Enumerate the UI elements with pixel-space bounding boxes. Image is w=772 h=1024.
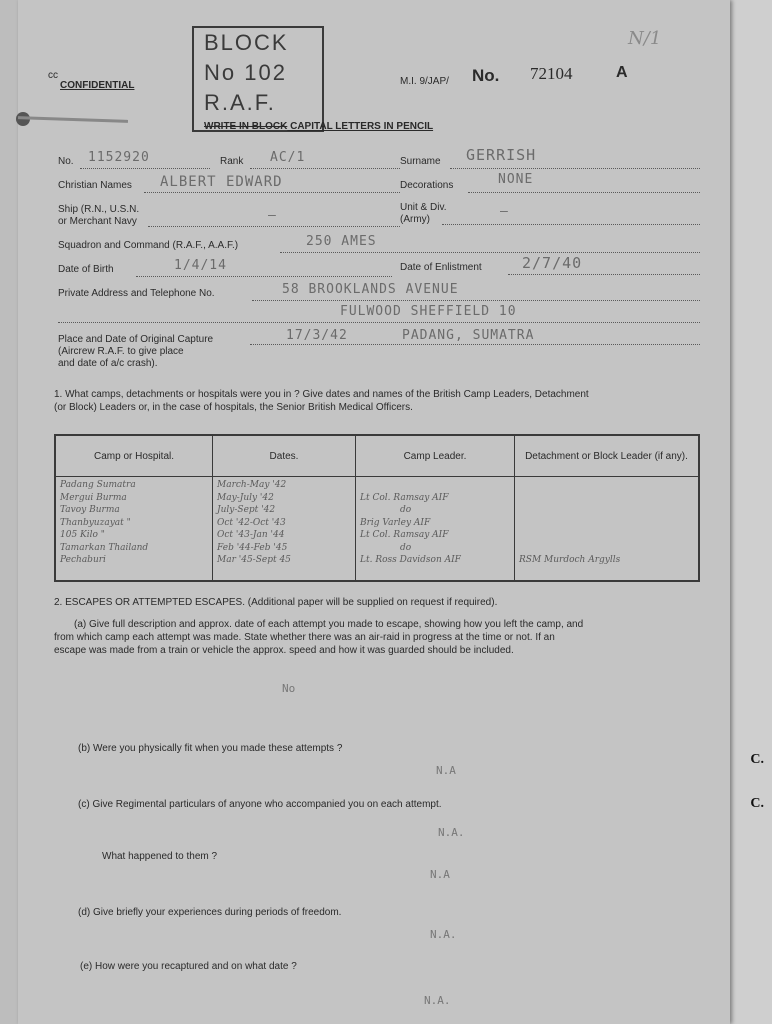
address-line1: 58 BROOKLANDS AVENUE <box>282 282 459 297</box>
enlistment-value: 2/7/40 <box>522 254 583 272</box>
detachment-entry <box>519 492 694 505</box>
q2b-answer: N.A <box>436 764 456 777</box>
capture-date: 17/3/42 <box>286 328 348 343</box>
form-page <box>18 0 730 1024</box>
decorations-value: NONE <box>498 172 534 187</box>
detachment-entry <box>519 479 694 492</box>
ship-value: — <box>268 208 277 223</box>
corner-note: N/1 <box>628 28 662 49</box>
q2e-answer: N.A. <box>424 994 451 1007</box>
stamp-line: No 102 <box>204 60 287 85</box>
camp-entry: Tamarkan Thailand <box>60 542 149 553</box>
camps-table <box>54 434 700 582</box>
q2a-text-2: from which camp each attempt was made. State whether there was an air-raid in progress at the time or not. If an <box>54 632 555 643</box>
edge-note: C. <box>750 796 764 811</box>
stamp-line: BLOCK <box>204 30 289 55</box>
confidential-label: CONFIDENTIAL <box>60 80 135 91</box>
unit-label-2: (Army) <box>400 214 430 225</box>
squadron-value: 250 AMES <box>306 234 377 249</box>
dob-value: 1/4/14 <box>174 258 227 273</box>
camp-entry: Pechaburi <box>60 555 106 565</box>
capture-label-3: and date of a/c crash). <box>58 358 158 369</box>
q2e-text: (e) How were you recaptured and on what date ? <box>80 961 297 972</box>
cc-mark: cc <box>48 70 58 81</box>
no-value: 1152920 <box>88 150 150 165</box>
q2d-text: (d) Give briefly your experiences during periods of freedom. <box>78 907 342 918</box>
address-label: Private Address and Telephone No. <box>58 288 215 299</box>
camp-entry: Padang Sumatra <box>60 480 136 490</box>
decorations-label: Decorations <box>400 180 454 191</box>
stamp-line: R.A.F. <box>204 90 276 115</box>
unit-label: Unit & Div. <box>400 202 447 213</box>
camp-entry: Tavoy Burma <box>60 505 120 515</box>
capture-label-2: (Aircrew R.A.F. to give place <box>58 346 184 357</box>
detachment-entry: RSM Murdoch Argylls <box>519 555 621 565</box>
detachment-entry <box>519 542 694 555</box>
dob-label: Date of Birth <box>58 264 114 275</box>
q2a-text-3: escape was made from a train or vehicle the approx. speed and how it was guarded should be included. <box>54 645 514 656</box>
camp-entry: Mergui Burma <box>60 492 127 503</box>
date-entry: Oct '42-Oct '43 <box>217 517 286 528</box>
address-line2: FULWOOD SHEFFIELD 10 <box>340 304 517 319</box>
camp-entry: Thanbyuzayat " <box>60 517 131 528</box>
leader-column <box>356 477 515 582</box>
block-stamp <box>192 26 324 132</box>
q2c2-answer: N.A <box>430 868 450 881</box>
christian-names-label: Christian Names <box>58 180 132 191</box>
leader-entry: Brig Varley AIF <box>360 517 431 528</box>
leader-entry <box>360 479 510 492</box>
q2-heading: 2. ESCAPES OR ATTEMPTED ESCAPES. (Additional paper will be supplied on request if required). <box>54 597 498 608</box>
header-camp: Camp or Hospital. <box>55 435 213 477</box>
q2d-answer: N.A. <box>430 928 457 941</box>
q1-text-2: (or Block) Leaders or, in the case of hospitals, the Senior British Medical Officers. <box>54 402 413 413</box>
form-number: 72104 <box>530 64 573 83</box>
unit-value: — <box>500 204 509 219</box>
date-entry: Mar '45-Sept 45 <box>217 555 291 565</box>
instruction-struck: WRITE IN BLOCK <box>204 121 288 132</box>
detachment-entry <box>519 529 694 542</box>
form-suffix: A <box>616 64 628 81</box>
form-code: M.I. 9/JAP/ <box>400 76 449 87</box>
leader-entry: Lt Col. Ramsay AIF <box>360 530 449 540</box>
edge-note: C. <box>750 752 764 767</box>
no-label: No. <box>58 156 74 167</box>
leader-entry: Lt Col. Ramsay AIF <box>360 492 449 503</box>
header-dates: Dates. <box>213 435 356 477</box>
capture-place: PADANG, SUMATRA <box>402 328 535 343</box>
squadron-label: Squadron and Command (R.A.F., A.A.F.) <box>58 240 239 251</box>
rank-label: Rank <box>220 156 244 167</box>
form-no-label: No. <box>472 66 500 85</box>
q2b-text: (b) Were you physically fit when you made these attempts ? <box>78 743 343 754</box>
leader-entry: do <box>400 542 412 553</box>
camp-entry: 105 Kilo " <box>60 530 105 540</box>
enlistment-label: Date of Enlistment <box>400 262 482 273</box>
capture-label: Place and Date of Original Capture <box>58 334 214 345</box>
q2a-text: (a) Give full description and approx. date of each attempt you made to escape, showing how you left the camp, and <box>74 619 584 630</box>
q2a-answer: No <box>282 682 296 695</box>
instruction-rest: CAPITAL LETTERS IN PENCIL <box>287 121 434 132</box>
instruction <box>204 121 433 132</box>
rank-value: AC/1 <box>270 150 306 165</box>
detachment-entry <box>519 504 694 517</box>
dates-column <box>213 477 356 582</box>
christian-names-value: ALBERT EDWARD <box>160 174 283 190</box>
surname-label: Surname <box>400 156 441 167</box>
q2c-text: (c) Give Regimental particulars of anyone who accompanied you on each attempt. <box>78 799 442 810</box>
leader-entry: do <box>400 505 412 515</box>
ship-label: Ship (R.N., U.S.N. <box>58 204 140 215</box>
tag-string <box>18 116 128 123</box>
header-detachment: Detachment or Block Leader (if any). <box>515 435 700 477</box>
date-entry: Oct '43-Jan '44 <box>217 530 285 540</box>
date-entry: March-May '42 <box>217 480 287 490</box>
detachment-column <box>515 477 700 582</box>
q2c2-text: What happened to them ? <box>102 851 218 862</box>
date-entry: July-Sept '42 <box>217 505 276 515</box>
date-entry: Feb '44-Feb '45 <box>217 542 288 553</box>
q1-text: 1. What camps, detachments or hospitals were you in ? Give dates and names of the British Camp Leaders, Detachment <box>54 389 589 400</box>
camp-column <box>55 477 213 582</box>
detachment-entry <box>519 517 694 530</box>
leader-entry: Lt. Ross Davidson AIF <box>360 555 461 565</box>
q2c-answer: N.A. <box>438 826 465 839</box>
ship-label-2: or Merchant Navy <box>58 216 137 227</box>
date-entry: May-July '42 <box>217 492 274 503</box>
header-leader: Camp Leader. <box>356 435 515 477</box>
surname-value: GERRISH <box>466 146 537 164</box>
